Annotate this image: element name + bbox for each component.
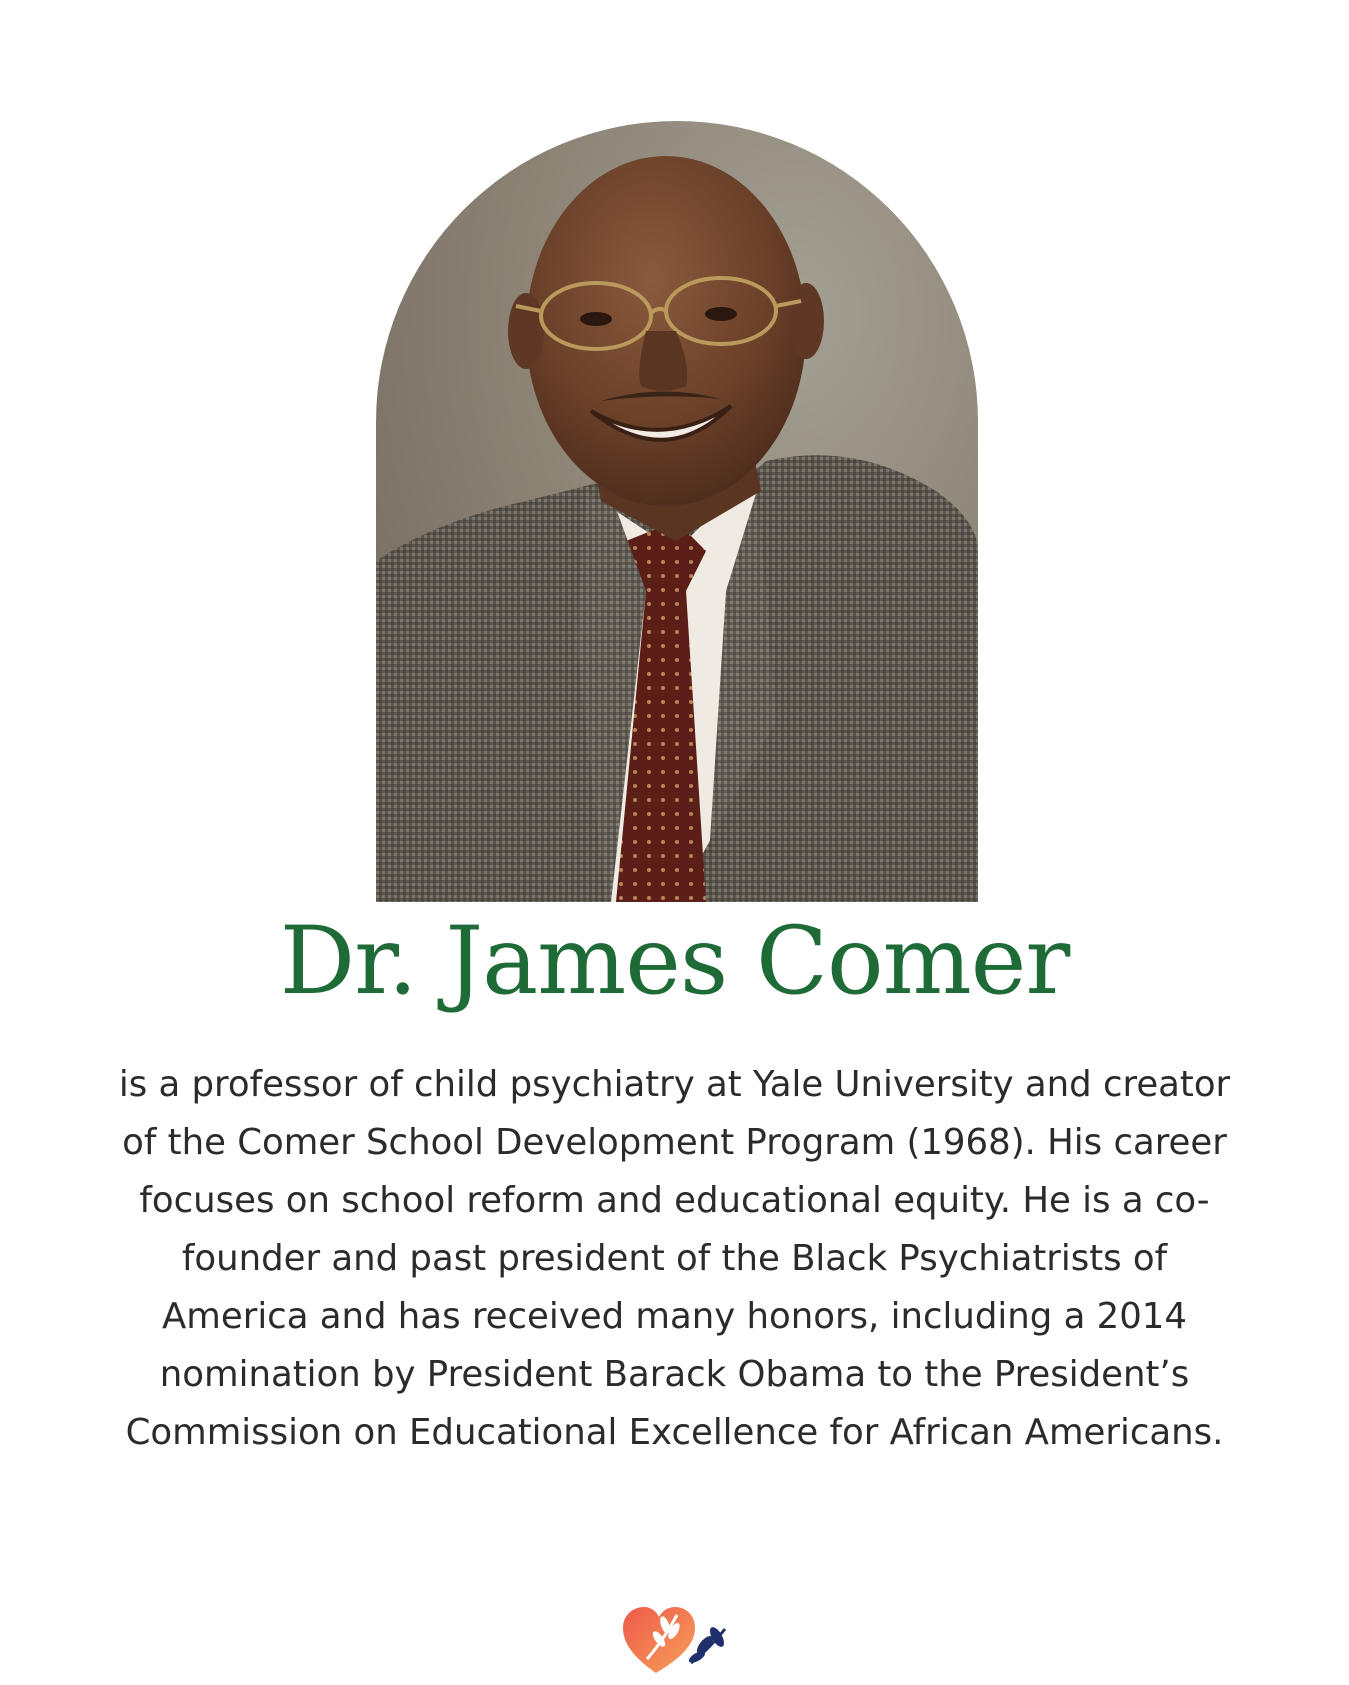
portrait-photo xyxy=(376,121,978,902)
bio-paragraph: is a professor of child psychiatry at Yale University and creator of the Comer School Development Program (1968). His career focuses on school reform and educational equity. He is a co-founder and past president of the Black Psychiatrists of America and has received many honors, including a 2014 nomination by President Barack Obama to the President’s Commission on Educational Excellence for African Americans. xyxy=(118,1064,1231,1453)
person-name: Dr. James Comer xyxy=(279,907,1070,1016)
heart-leaf-logo-icon xyxy=(621,1601,743,1679)
portrait-illustration xyxy=(376,121,978,902)
